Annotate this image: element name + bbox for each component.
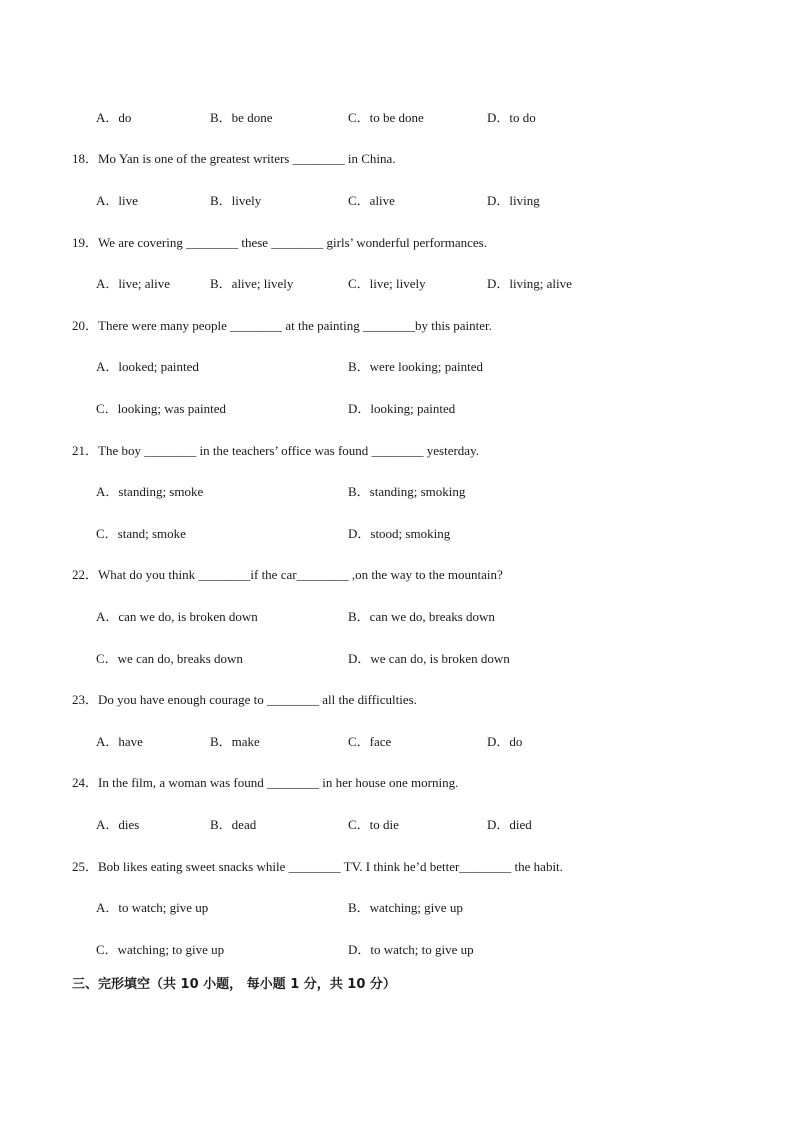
q25-option-d: D．to watch; to give up	[348, 942, 474, 957]
q25-option-b: B．watching; give up	[348, 900, 463, 915]
q25-option-c: C．watching; to give up	[96, 942, 225, 957]
q17-option-c: C．to be done	[348, 110, 424, 125]
q19-option-a: A．live; alive	[96, 276, 171, 291]
q19-option-d: D．living; alive	[487, 276, 572, 291]
q25-option-a: A．to watch; give up	[96, 900, 209, 915]
q17-option-b: B．be done	[210, 110, 273, 125]
q24-stem: 24．In the film, a woman was found ________ in her house one morning.	[72, 775, 459, 790]
q18-option-b: B．lively	[210, 193, 262, 208]
q24-option-a: A．dies	[96, 817, 140, 832]
q18-stem: 18．Mo Yan is one of the greatest writers ________ in China.	[72, 151, 396, 166]
q21-option-d: D．stood; smoking	[348, 526, 451, 541]
q18-option-c: C．alive	[348, 193, 395, 208]
q23-option-d: D．do	[487, 734, 523, 749]
q22-option-a: A．can we do, is broken down	[96, 609, 258, 624]
q22-stem: 22．What do you think ________if the car________ ,on the way to the mountain?	[72, 567, 503, 582]
q20-stem: 20．There were many people ________ at the painting ________by this painter.	[72, 318, 492, 333]
q24-option-b: B．dead	[210, 817, 257, 832]
q23-option-b: B．make	[210, 734, 260, 749]
q22-option-c: C．we can do, breaks down	[96, 651, 243, 666]
q18-option-a: A．live	[96, 193, 138, 208]
q21-option-a: A．standing; smoke	[96, 484, 204, 499]
q25-stem: 25．Bob likes eating sweet snacks while ________ TV. I think he’d better________ the habit.	[72, 859, 563, 874]
q24-option-d: D．died	[487, 817, 532, 832]
q21-option-c: C．stand; smoke	[96, 526, 186, 541]
q23-option-c: C．face	[348, 734, 392, 749]
q20-option-d: D．looking; painted	[348, 401, 456, 416]
section-heading: 三、完形填空（共 10 小题， 每小题 1 分，共 10 分）	[72, 977, 396, 992]
q22-option-d: D．we can do, is broken down	[348, 651, 510, 666]
q23-option-a: A．have	[96, 734, 143, 749]
q19-stem: 19．We are covering ________ these ________ girls’ wonderful performances.	[72, 235, 487, 250]
q20-option-c: C．looking; was painted	[96, 401, 226, 416]
q23-stem: 23．Do you have enough courage to ________ all the difficulties.	[72, 692, 417, 707]
q24-option-c: C．to die	[348, 817, 399, 832]
q19-option-c: C．live; lively	[348, 276, 426, 291]
q20-option-a: A．looked; painted	[96, 359, 199, 374]
q20-option-b: B．were looking; painted	[348, 359, 484, 374]
q18-option-d: D．living	[487, 193, 540, 208]
q22-option-b: B．can we do, breaks down	[348, 609, 495, 624]
q21-option-b: B．standing; smoking	[348, 484, 466, 499]
q17-option-d: D．to do	[487, 110, 536, 125]
q21-stem: 21．The boy ________ in the teachers’ office was found ________ yesterday.	[72, 443, 479, 458]
q19-option-b: B．alive; lively	[210, 276, 294, 291]
q17-option-a: A．do	[96, 110, 132, 125]
